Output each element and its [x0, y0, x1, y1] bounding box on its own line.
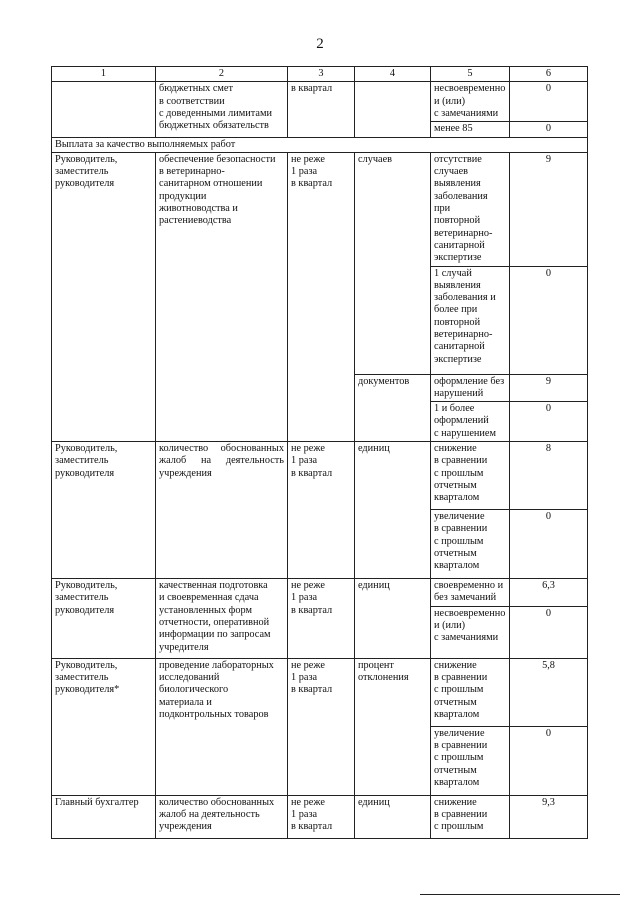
points-cell: 5,8	[510, 658, 588, 726]
col-6-header: 6	[510, 67, 588, 82]
section-title: Выплата за качество выполняемых работ	[52, 137, 588, 152]
cont-period-cell: в квартал	[288, 82, 355, 137]
section-title-row	[52, 137, 588, 152]
unit-cell: единиц	[355, 795, 431, 838]
table-row	[52, 658, 588, 726]
criterion-cell: снижение в сравнении с прошлым отчетным кварталом	[431, 658, 510, 726]
indicator-cell: количество обоснованных жалоб на деятельность учреждения	[156, 795, 288, 838]
table-row	[52, 442, 588, 510]
cont-points: 0	[510, 122, 588, 137]
col-5-header: 5	[431, 67, 510, 82]
criteria-table	[51, 66, 588, 839]
period-cell: не реже 1 раза в квартал	[288, 795, 355, 838]
position-cell: Руководитель, заместитель руководителя	[52, 579, 156, 659]
criterion-cell: несвоевременно и (или) с замечаниями	[431, 606, 510, 658]
table-row	[52, 82, 588, 122]
points-cell: 6,3	[510, 579, 588, 607]
position-cell: Руководитель, заместитель руководителя	[52, 442, 156, 579]
criterion-cell: увеличение в сравнении с прошлым отчетным кварталом	[431, 510, 510, 579]
unit-cell: единиц	[355, 579, 431, 659]
period-cell: не реже 1 раза в квартал	[288, 152, 355, 441]
indicator-cell: обеспечение безопасности в ветеринарно- санитарном отношении продукции животноводства и растениеводства	[156, 152, 288, 441]
col-1-header: 1	[52, 67, 156, 82]
cont-position-cell	[52, 82, 156, 137]
criterion-cell: оформление без нарушений	[431, 374, 510, 402]
criterion-cell: 1 случай выявления заболевания и более при повторной ветеринарно- санитарной экспертизе	[431, 266, 510, 374]
points-cell: 9	[510, 374, 588, 402]
points-cell: 0	[510, 402, 588, 442]
position-cell: Руководитель, заместитель руководителя	[52, 152, 156, 441]
criterion-cell: снижение в сравнении с прошлым отчетным кварталом	[431, 442, 510, 510]
cont-points: 0	[510, 82, 588, 122]
period-cell: не реже 1 раза в квартал	[288, 579, 355, 659]
period-cell: не реже 1 раза в квартал	[288, 442, 355, 579]
table-row	[52, 152, 588, 266]
criterion-cell: 1 и более оформлений с нарушением	[431, 402, 510, 442]
position-cell: Руководитель, заместитель руководителя*	[52, 658, 156, 795]
criterion-cell: снижение в сравнении с прошлым	[431, 795, 510, 838]
page-number: 2	[316, 36, 324, 52]
page-bottom-rule	[420, 894, 620, 895]
indicator-cell: проведение лабораторных исследований биологического материала и подконтрольных товаров	[156, 658, 288, 795]
table-row	[52, 579, 588, 607]
points-cell: 9,3	[510, 795, 588, 838]
points-cell: 0	[510, 606, 588, 658]
criterion-cell: своевременно и без замечаний	[431, 579, 510, 607]
unit-cell: случаев	[355, 152, 431, 374]
points-cell: 9	[510, 152, 588, 266]
unit-cell: процент отклонения	[355, 658, 431, 795]
points-cell: 8	[510, 442, 588, 510]
table-row	[52, 795, 588, 838]
col-3-header: 3	[288, 67, 355, 82]
col-4-header: 4	[355, 67, 431, 82]
indicator-cell: количество обоснованных жалоб на деятельность учреждения	[156, 442, 288, 579]
unit-cell: документов	[355, 374, 431, 442]
cont-indicator-cell: бюджетных смет в соответствии с доведенными лимитами бюджетных обязательств	[156, 82, 288, 137]
criterion-cell: отсутствие случаев выявления заболевания при повторной ветеринарно- санитарной экспертизе	[431, 152, 510, 266]
criterion-cell: увеличение в сравнении с прошлым отчетным кварталом	[431, 726, 510, 795]
cont-criterion: несвоевременно и (или) с замечаниями	[431, 82, 510, 122]
unit-cell: единиц	[355, 442, 431, 579]
column-number-row	[52, 67, 588, 82]
points-cell: 0	[510, 510, 588, 579]
points-cell: 0	[510, 266, 588, 374]
period-cell: не реже 1 раза в квартал	[288, 658, 355, 795]
points-cell: 0	[510, 726, 588, 795]
cont-unit-cell	[355, 82, 431, 137]
cont-criterion: менее 85	[431, 122, 510, 137]
position-cell: Главный бухгалтер	[52, 795, 156, 838]
col-2-header: 2	[156, 67, 288, 82]
indicator-cell: качественная подготовка и своевременная сдача установленных форм отчетности, оперативной информации по запросам учредителя	[156, 579, 288, 659]
